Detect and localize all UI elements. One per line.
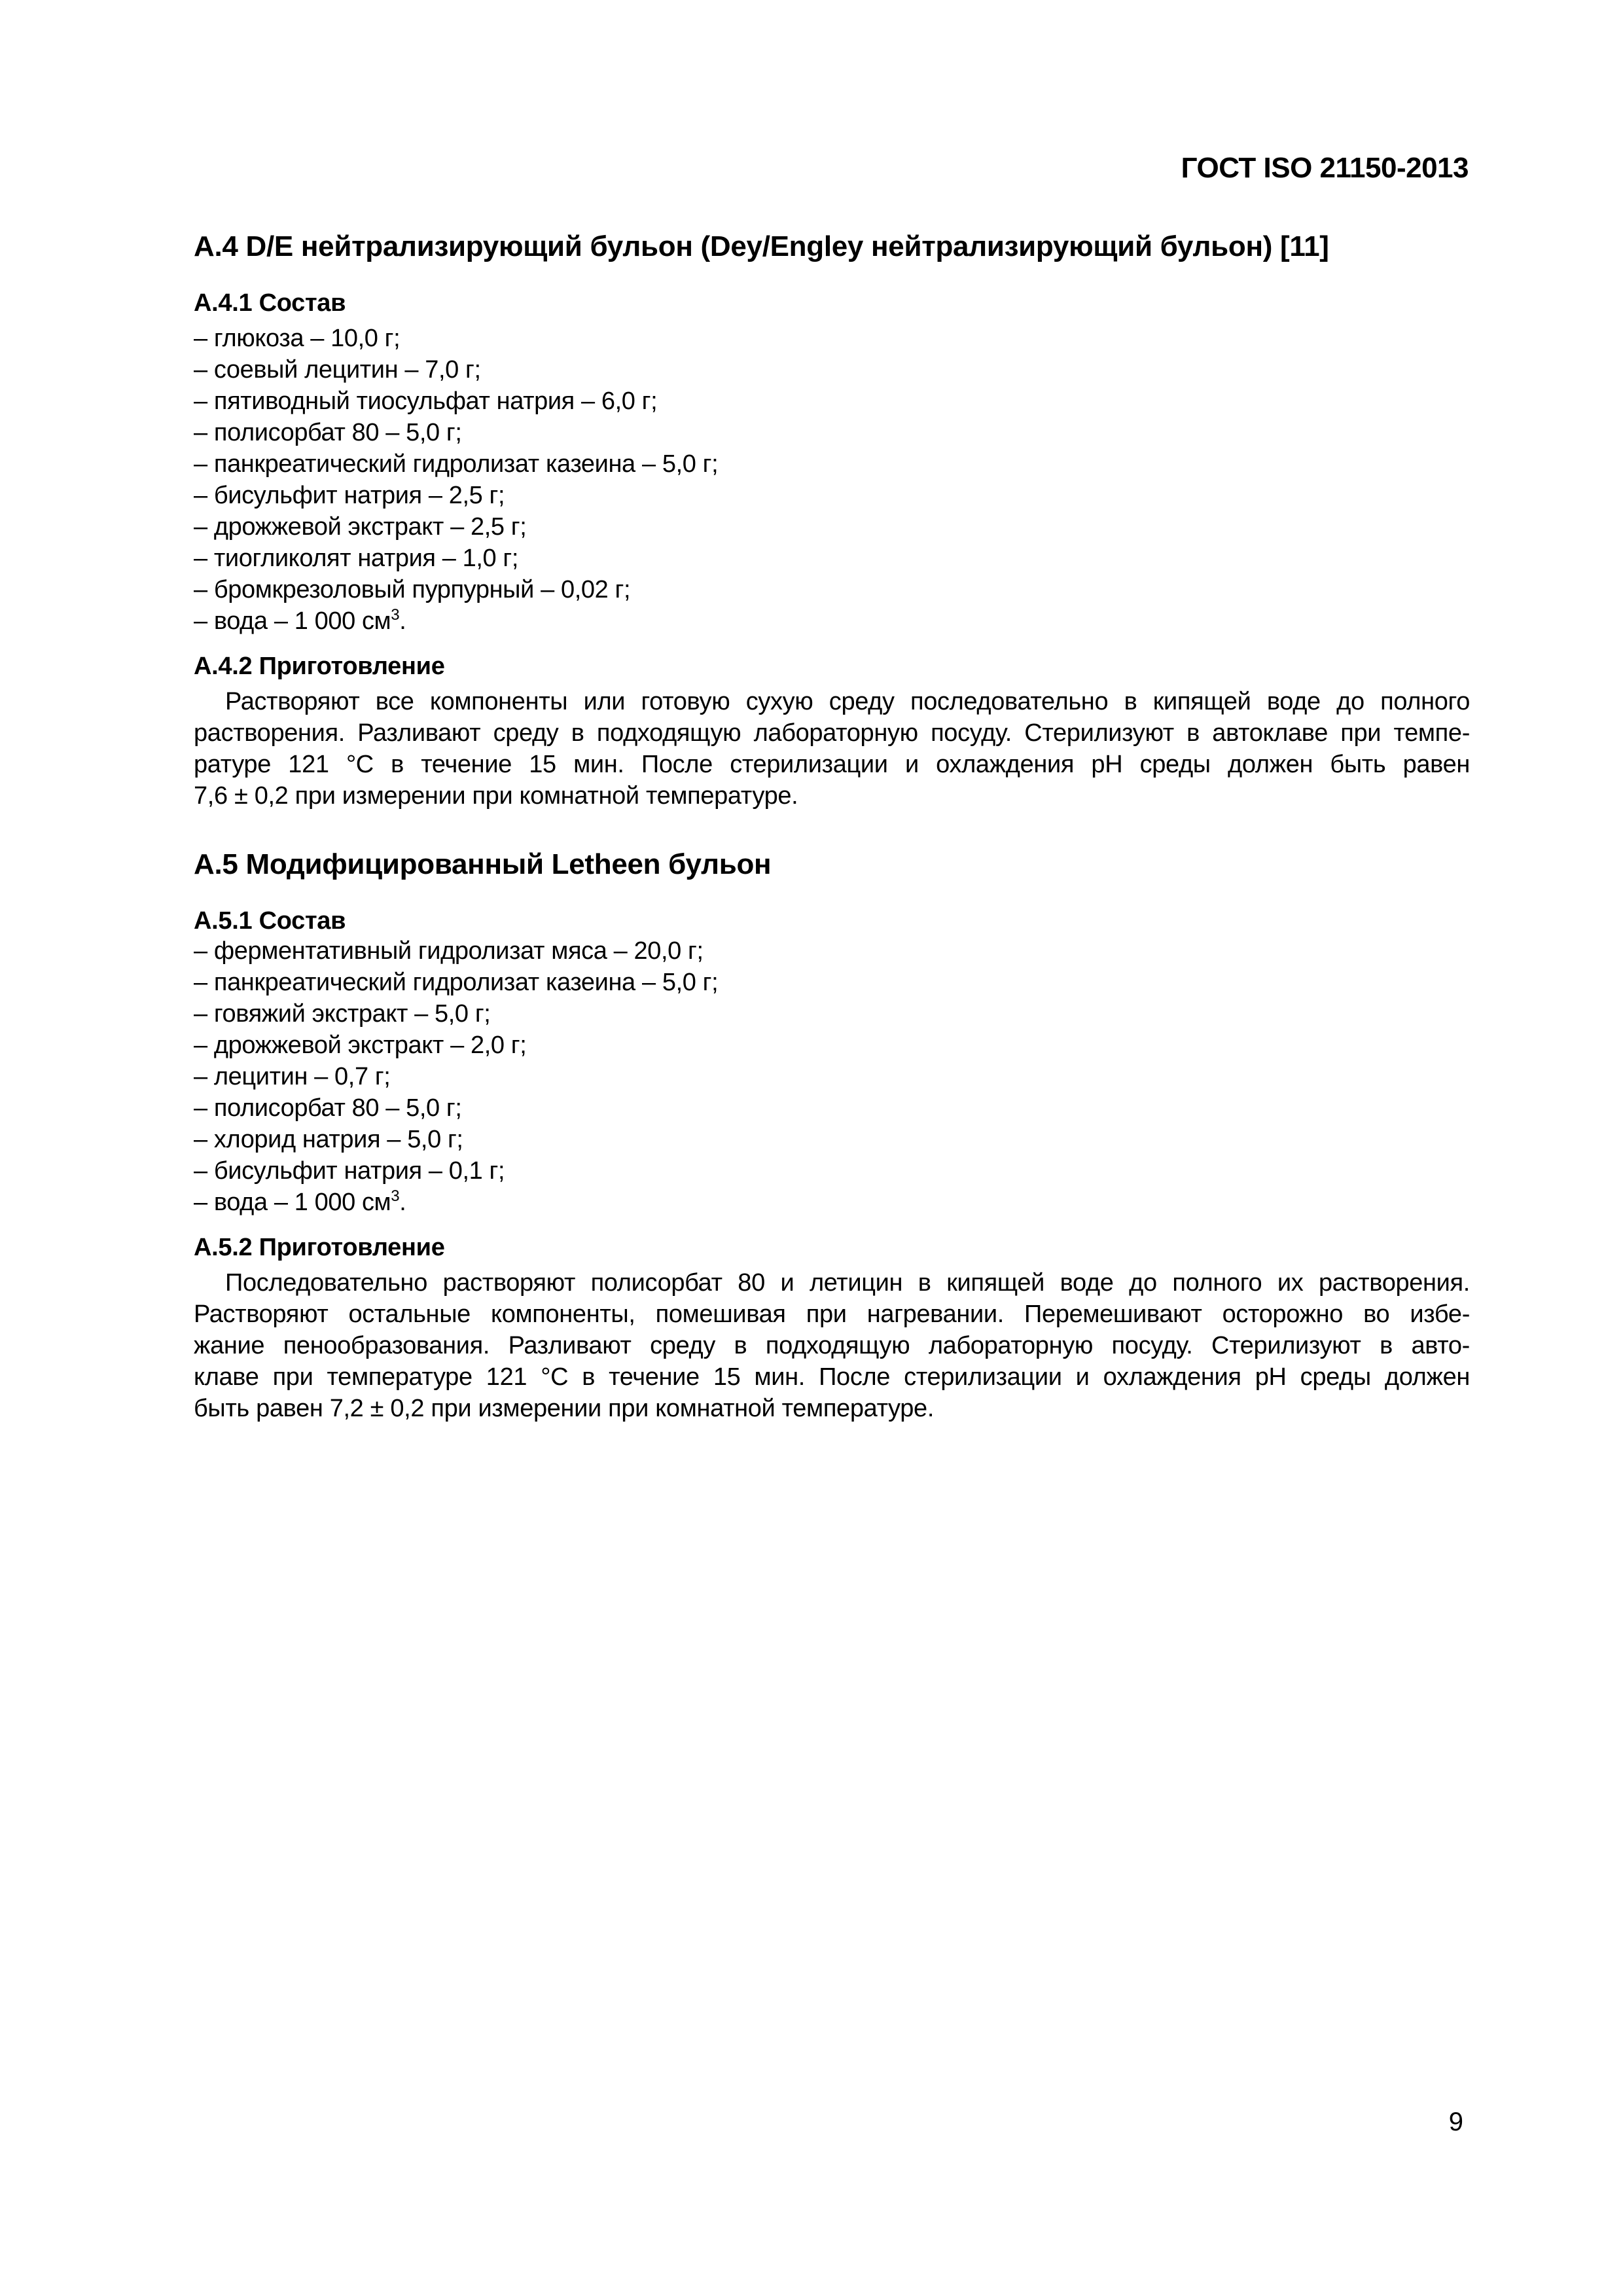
- list-item: – глюкоза – 10,0 г;: [194, 325, 401, 352]
- list-item: – тиогликолят натрия – 1,0 г;: [194, 545, 519, 572]
- list-item: – говяжий экстракт – 5,0 г;: [194, 1000, 491, 1028]
- paragraph-line: быть равен 7,2 ± 0,2 при измерении при комнатной температуре.: [194, 1395, 935, 1422]
- list-item: – дрожжевой экстракт – 2,5 г;: [194, 513, 527, 541]
- section-a4-preparation-paragraph: [194, 686, 1470, 812]
- superscript-3: 3: [391, 1187, 400, 1205]
- superscript-3: 3: [391, 606, 400, 624]
- list-item: – лецитин – 0,7 г;: [194, 1063, 391, 1090]
- list-item: – панкреатический гидролизат казеина – 5,0 г;: [194, 969, 719, 996]
- list-item: – пятиводный тиосульфат натрия – 6,0 г;: [194, 387, 658, 415]
- paragraph-line: 7,6 ± 0,2 при измерении при комнатной температуре.: [194, 782, 798, 810]
- page-content: [194, 230, 1470, 1461]
- list-item: – соевый лецитин – 7,0 г;: [194, 356, 481, 384]
- paragraph-line: растворения. Разливают среду в подходящую лабораторную посуду. Стерилизуют в автоклаве при темпе-: [194, 719, 1470, 747]
- list-item-water: [194, 605, 1470, 637]
- water-item-end: .: [399, 1189, 406, 1216]
- water-item-text: – вода – 1 000 см: [194, 607, 391, 635]
- list-item: – панкреатический гидролизат казеина – 5,0 г;: [194, 450, 719, 478]
- document-code: ГОСТ ISO 21150-2013: [1181, 152, 1469, 184]
- section-a4-2-heading: A.4.2 Приготовление: [194, 653, 445, 680]
- list-item: – полисорбат 80 – 5,0 г;: [194, 1094, 462, 1122]
- section-a5-heading: A.5 Модифицированный Letheen бульон: [194, 848, 772, 880]
- water-item-end: .: [399, 607, 406, 635]
- paragraph-line: жание пенообразования. Разливают среду в подходящую лабораторную посуду. Стерилизуют в авто-: [194, 1332, 1470, 1359]
- list-item: – бисульфит натрия – 0,1 г;: [194, 1157, 505, 1185]
- section-a4-composition-list: [194, 323, 1470, 637]
- section-a4-heading: A.4 D/E нейтрализирующий бульон (Dey/Engley нейтрализирующий бульон) [11]: [194, 230, 1329, 262]
- paragraph-line: Последовательно растворяют полисорбат 80 и летицин в кипящей воде до полного их растворения.: [225, 1269, 1470, 1297]
- section-a5-preparation-paragraph: [194, 1267, 1470, 1424]
- section-a5-2-heading: A.5.2 Приготовление: [194, 1234, 445, 1261]
- paragraph-line: ратуре 121 °C в течение 15 мин. После стерилизации и охлаждения pH среды должен быть равен: [194, 751, 1470, 778]
- section-a5-composition-list: [194, 935, 1470, 1218]
- section-a5-1-heading: A.5.1 Состав: [194, 907, 346, 935]
- page-number: 9: [1448, 2108, 1463, 2136]
- paragraph-line: Растворяют остальные компоненты, помешивая при нагревании. Перемешивают осторожно во избе-: [194, 1300, 1470, 1328]
- list-item: – полисорбат 80 – 5,0 г;: [194, 419, 462, 446]
- paragraph-line: Растворяют все компоненты или готовую сухую среду последовательно в кипящей воде до полного: [225, 688, 1470, 715]
- list-item: – ферментативный гидролизат мяса – 20,0 г;: [194, 937, 704, 965]
- water-item-text: – вода – 1 000 см: [194, 1189, 391, 1216]
- list-item: – хлорид натрия – 5,0 г;: [194, 1126, 463, 1153]
- list-item: – бисульфит натрия – 2,5 г;: [194, 482, 505, 509]
- list-item-water: [194, 1187, 1470, 1218]
- paragraph-line: клаве при температуре 121 °C в течение 15 мин. После стерилизации и охлаждения pH среды должен: [194, 1363, 1470, 1391]
- list-item: – дрожжевой экстракт – 2,0 г;: [194, 1031, 527, 1059]
- section-a4-1-heading: A.4.1 Состав: [194, 289, 346, 317]
- list-item: – бромкрезоловый пурпурный – 0,02 г;: [194, 576, 631, 603]
